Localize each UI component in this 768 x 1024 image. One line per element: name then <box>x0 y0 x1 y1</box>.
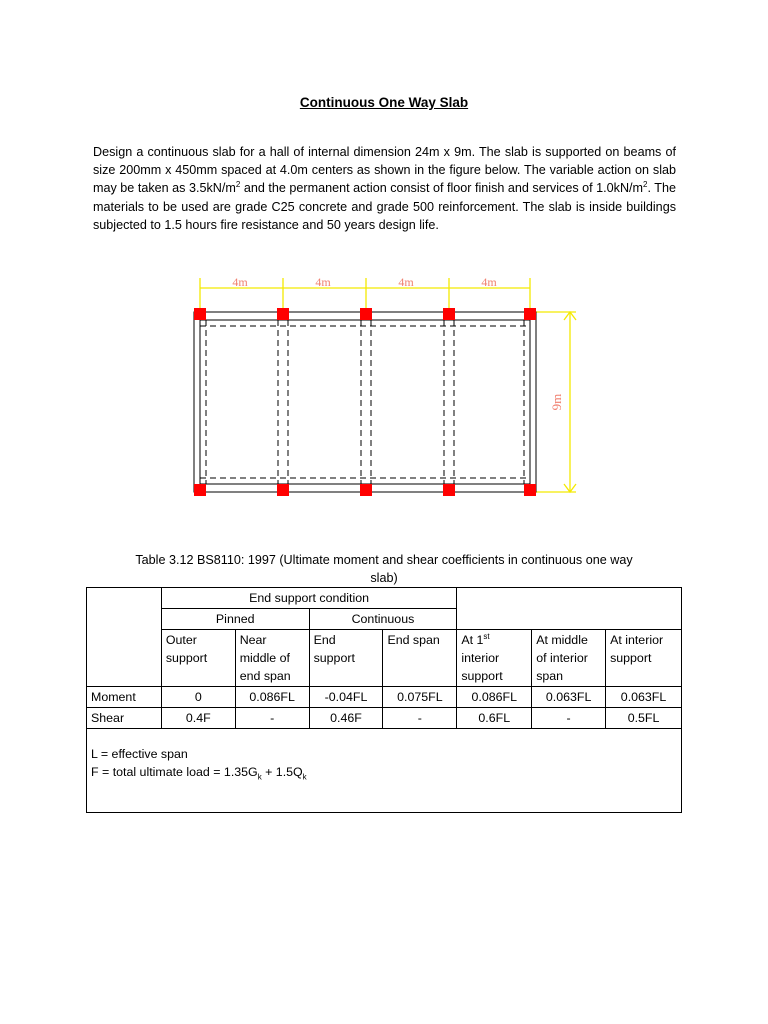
col-end-span: End span <box>383 630 457 687</box>
statement-text-3: . The materials to be used are grade C25 concrete and grade 500 reinforcement. The slab is inside buildings subjected to 1.5 hours fire resistance and 50 years design life. <box>93 181 676 232</box>
coefficient-table <box>86 587 682 813</box>
height-label: 9m <box>549 393 564 411</box>
table-header-row-1 <box>87 588 682 609</box>
col-outer-support: Outer support <box>161 630 235 687</box>
table-cell: 0.063FL <box>532 687 606 708</box>
note-effective-span: L = effective span <box>91 747 188 761</box>
note-load-mid: + 1.5Q <box>261 765 303 779</box>
span-label-3: 4m <box>398 275 414 289</box>
note-load-pre: F = total ultimate load = 1.35G <box>91 765 258 779</box>
table-row <box>87 708 682 729</box>
statement-sup-1: 2 <box>235 180 241 190</box>
col-end-support: End support <box>309 630 383 687</box>
table-cell: 0.063FL <box>606 687 682 708</box>
beam-dashed-lines <box>200 320 530 484</box>
first-interior-post: interior support <box>461 651 503 683</box>
table-cell: - <box>235 708 309 729</box>
table-caption: Table 3.12 BS8110: 1997 (Ultimate moment and shear coefficients in continuous one way slab) <box>135 553 633 585</box>
table-cell: 0.46F <box>309 708 383 729</box>
slab-plan-figure <box>180 268 600 508</box>
span-label-2: 4m <box>315 275 331 289</box>
table-notes-row <box>87 729 682 813</box>
table-cell: -0.04FL <box>309 687 383 708</box>
span-dimension-lines <box>200 278 576 492</box>
interior-group-blank <box>457 588 682 630</box>
statement-sup-2: 2 <box>643 180 648 190</box>
table-cell: 0.6FL <box>457 708 532 729</box>
blank-corner-cell <box>87 588 162 687</box>
first-interior-pre: At 1 <box>461 633 484 647</box>
end-support-header: End support condition <box>161 588 456 609</box>
table-cell: 0 <box>161 687 235 708</box>
pinned-header: Pinned <box>161 609 309 630</box>
col-middle-interior: At middle of interior span <box>532 630 606 687</box>
slab-outline <box>194 312 536 492</box>
note-total-load <box>91 763 677 781</box>
continuous-header: Continuous <box>309 609 457 630</box>
problem-statement <box>93 143 676 234</box>
table-cell: 0.086FL <box>235 687 309 708</box>
row-label-moment: Moment <box>87 687 162 708</box>
table-cell: 0.086FL <box>457 687 532 708</box>
span-label-1: 4m <box>232 275 248 289</box>
col-interior-support: At interior support <box>606 630 682 687</box>
col-near-middle: Near middle of end span <box>235 630 309 687</box>
note-load-sub2: k <box>302 772 307 782</box>
span-label-4: 4m <box>481 275 497 289</box>
table-header-row-3 <box>87 630 682 687</box>
table-notes <box>87 729 682 813</box>
statement-text-2: and the permanent action consist of floor finish and services of 1.0kN/m <box>240 181 644 196</box>
row-label-shear: Shear <box>87 708 162 729</box>
table-cell: 0.5FL <box>606 708 682 729</box>
table-cell: - <box>532 708 606 729</box>
table-cell: - <box>383 708 457 729</box>
page-title: Continuous One Way Slab <box>299 95 469 110</box>
note-load-sub1: k <box>257 772 262 782</box>
table-cell: 0.075FL <box>383 687 457 708</box>
table-cell: 0.4F <box>161 708 235 729</box>
col-first-interior <box>457 630 532 687</box>
statement-text-1: Design a continuous slab for a hall of internal dimension 24m x 9m. The slab is supported on beams of size 200mm x 450mm spaced at 4.0m centers as shown in the figure below. The variable action on slab may be taken as 3.5kN/m <box>93 145 676 196</box>
first-interior-sup: st <box>483 631 490 641</box>
table-row <box>87 687 682 708</box>
columns <box>194 308 536 496</box>
